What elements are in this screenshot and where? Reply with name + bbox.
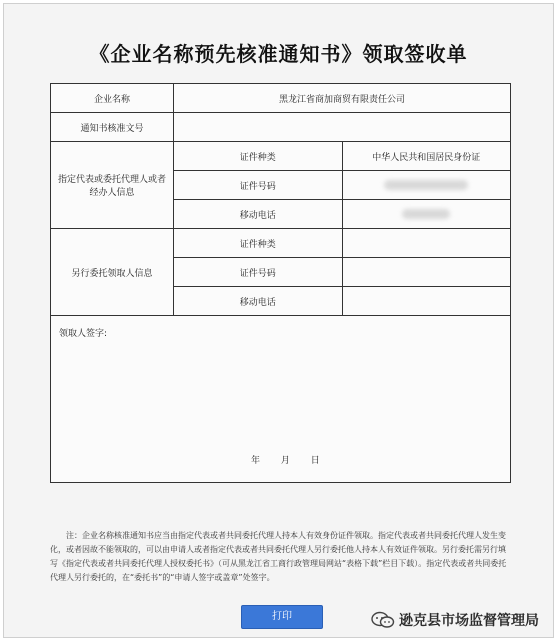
id-type-label: 证件种类 [174, 142, 343, 171]
table-row [51, 316, 511, 483]
print-button[interactable]: 打印 [241, 605, 323, 629]
watermark [371, 610, 539, 630]
other-mobile-value[interactable] [342, 287, 511, 316]
other-id-type-value[interactable] [342, 229, 511, 258]
form-page [3, 3, 554, 638]
company-name-value[interactable]: 黑龙江省商加商贸有限责任公司 [174, 84, 511, 113]
mobile-label: 移动电话 [174, 200, 343, 229]
other-id-number-label: 证件号码 [174, 258, 343, 287]
id-number-value[interactable] [342, 171, 511, 200]
redacted-id-number [384, 180, 468, 190]
table-row [51, 142, 511, 171]
table-row [51, 229, 511, 258]
signature-area[interactable] [51, 316, 511, 483]
id-number-label: 证件号码 [174, 171, 343, 200]
designated-label: 指定代表或委托代理人或者经办人信息 [51, 142, 174, 229]
signature-date: 年 月 日 [251, 456, 320, 466]
notice-number-label: 通知书核准文号 [51, 113, 174, 142]
id-type-value[interactable]: 中华人民共和国居民身份证 [342, 142, 511, 171]
wechat-icon [371, 611, 395, 629]
other-id-type-label: 证件种类 [174, 229, 343, 258]
table-row [51, 84, 511, 113]
receipt-table [50, 83, 511, 483]
other-mobile-label: 移动电话 [174, 287, 343, 316]
other-label: 另行委托领取人信息 [51, 229, 174, 316]
watermark-text: 逊克县市场监督管理局 [399, 613, 539, 629]
notice-number-value[interactable] [174, 113, 511, 142]
table-row [51, 113, 511, 142]
footnote: 注：企业名称核准通知书应当由指定代表或者共同委托代理人持本人有效身份证件领取。指定代表或者共同委托代理人发生变化，或者因故不能领取的，可以由申请人或者指定代表或者共同委托代理人另行委托他人持本人有效证件领取。另行委托需另行填写《指定代表或者共同委托代理人授权委托书》（可从黑龙江省工商行政管理局网站“表格下载”栏目下载）。指定代表或者共同委托代理人另行委托的，在“委托书”的“申请人签字或盖章”处签字。 [50, 531, 507, 582]
company-name-label: 企业名称 [51, 84, 174, 113]
mobile-value[interactable] [342, 200, 511, 229]
other-id-number-value[interactable] [342, 258, 511, 287]
page-title: 《企业名称预先核准通知书》领取签收单 [89, 42, 468, 66]
redacted-mobile [402, 209, 450, 219]
signature-label: 领取人签字: [59, 329, 108, 339]
